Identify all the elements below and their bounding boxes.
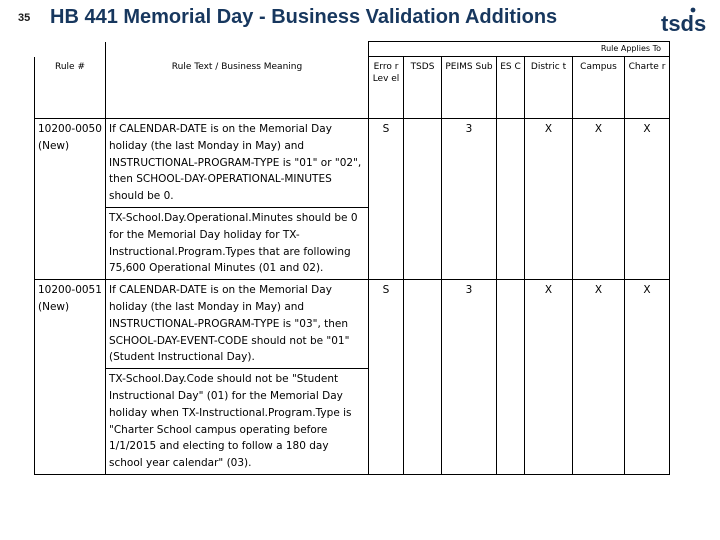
table-row-meaning [35,207,670,279]
error-level-cell: S [369,280,404,369]
campus-cell: X [573,280,625,369]
district-cell: X [525,280,573,369]
slide-header [0,0,720,40]
peims-sub-cell: 3 [442,119,497,208]
header-campus: Campus [573,57,625,119]
table-row [35,119,670,208]
header-tsds: TSDS [404,57,442,119]
peims-sub-cell: 3 [442,280,497,369]
applies-to-row [35,42,670,57]
tsds-cell [404,280,442,369]
rules-table [34,41,670,475]
charter-cell: X [625,280,670,369]
rule-number-cell: 10200-0051 (New) [35,280,106,475]
error-level-cell: S [369,119,404,208]
esc-cell [497,280,525,369]
rule-text-cell: If CALENDAR-DATE is on the Memorial Day holiday (the last Monday in May) and INSTRUCTIONAL-PROGRAM-TYPE is "01" or "02", then SCHOOL-DAY-OPERATIONAL-MINUTES should be 0. [106,119,369,208]
header-rule-text: Rule Text / Business Meaning [106,57,369,119]
header-charter: Charte r [625,57,670,119]
charter-cell: X [625,119,670,208]
business-meaning-cell: TX-School.Day.Operational.Minutes should be 0 for the Memorial Day holiday for TX-Instructional.Program.Types that are following 75,600 Operational Minutes (01 and 02). [106,207,369,279]
header-peims-sub: PEIMS Sub [442,57,497,119]
tsds-cell [404,119,442,208]
business-meaning-cell: TX-School.Day.Code should not be "Student Instructional Day" (01) for the Memorial Day holiday when TX-Instructional.Program.Type is "Charter School campus operating before 1/1/2015 and electing to follow a 180 day school year calendar" (03). [106,369,369,475]
slide-number: 35 [18,12,31,24]
header-district: Distric t [525,57,573,119]
district-cell: X [525,119,573,208]
header-row [35,57,670,119]
esc-cell [497,119,525,208]
svg-text:tsds: tsds [661,11,707,36]
header-error-level: Erro r Lev el [369,57,404,119]
table-row-meaning [35,369,670,475]
rule-applies-to-label: Rule Applies To [369,42,670,57]
rule-text-cell: If CALENDAR-DATE is on the Memorial Day holiday (the last Monday in May) and INSTRUCTIONAL-PROGRAM-TYPE is "03", then SCHOOL-DAY-EVENT-CODE should not be "01" (Student Instructional Day). [106,280,369,369]
header-rule-num: Rule # [35,57,106,119]
campus-cell: X [573,119,625,208]
slide-title: HB 441 Memorial Day - Business Validation Additions [50,6,558,28]
table-row [35,280,670,369]
tsds-logo-icon [660,6,712,36]
header-esc: ES C [497,57,525,119]
rule-number-cell: 10200-0050 (New) [35,119,106,280]
